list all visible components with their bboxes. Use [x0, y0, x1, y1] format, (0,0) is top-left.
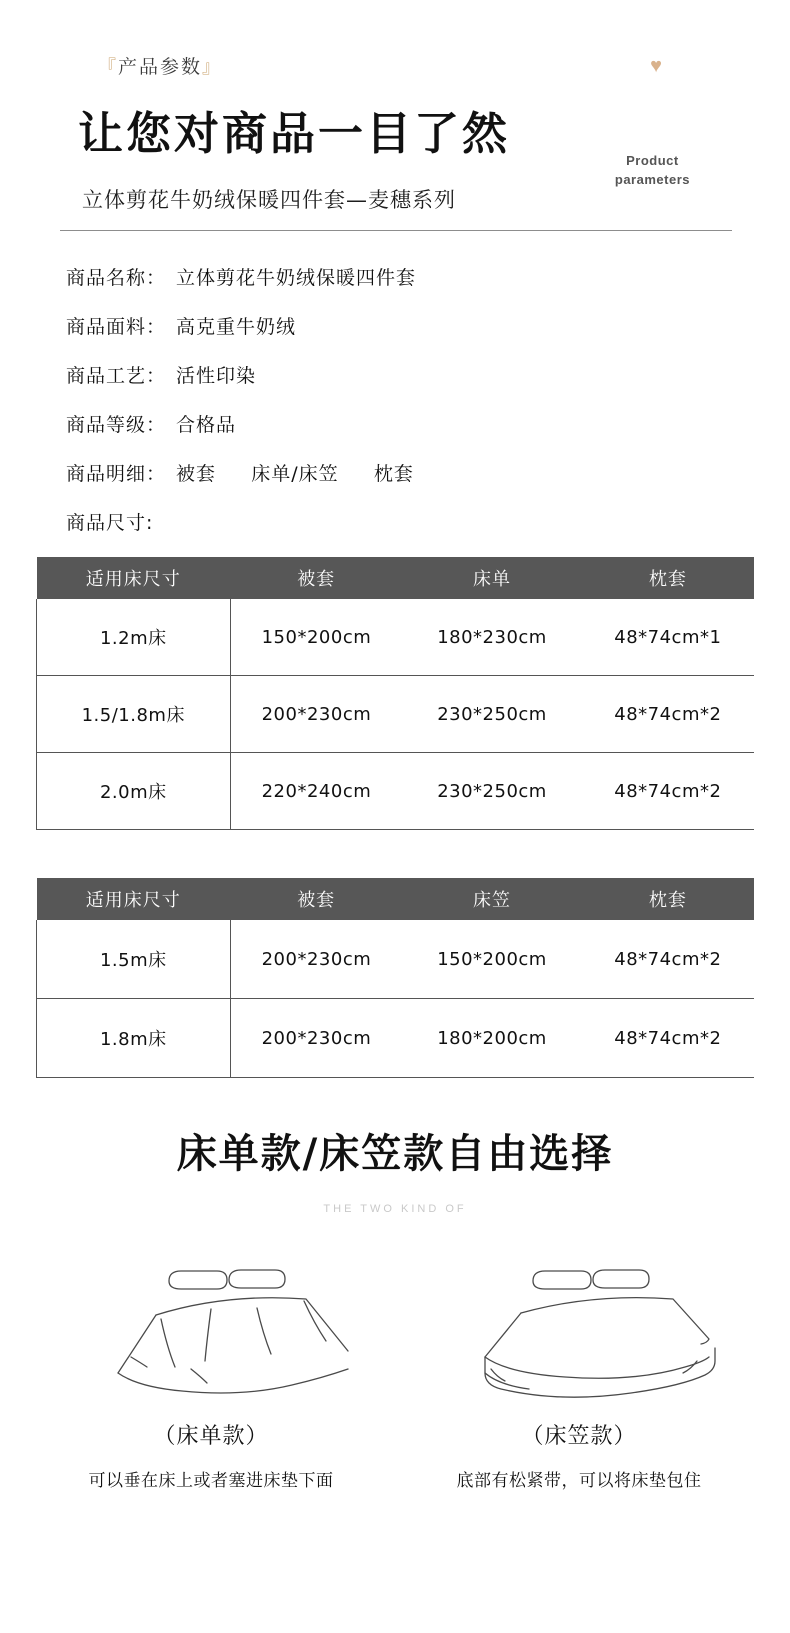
spec-value: 活性印染 — [176, 365, 257, 387]
table-cell: 220*240cm — [230, 753, 402, 830]
english-subtitle-line1: Product — [626, 153, 679, 168]
spec-row — [66, 361, 790, 388]
table-cell: 200*230cm — [230, 999, 402, 1078]
table-cell: 230*250cm — [402, 676, 581, 753]
eyebrow-close-bracket: 』 — [202, 57, 223, 78]
table-row — [37, 676, 755, 753]
spec-row — [66, 508, 790, 535]
table-head — [37, 557, 755, 599]
table-cell: 1.5m床 — [37, 920, 231, 999]
english-subtitle-line2: parameters — [614, 171, 690, 187]
size-table-2-wrapper — [36, 878, 754, 1078]
table-cell: 1.8m床 — [37, 999, 231, 1078]
table-body — [37, 599, 755, 830]
table-cell: 48*74cm*2 — [582, 920, 754, 999]
bed-option-description: 底部有松紧带，可以将床垫包住 — [456, 1471, 702, 1491]
table-header-cell: 被套 — [230, 878, 402, 920]
spec-value: 高克重牛奶绒 — [176, 316, 297, 338]
table-header-cell: 枕套 — [582, 878, 754, 920]
bed-option-caption: （床单款） — [153, 1424, 269, 1449]
bed-illustrations — [0, 1249, 790, 1491]
table-header-cell: 适用床尺寸 — [37, 878, 231, 920]
eyebrow-label — [98, 52, 790, 79]
fitted-sheet-illustration — [429, 1249, 729, 1409]
spec-row — [66, 263, 790, 290]
bed-option-flat-sheet — [41, 1249, 381, 1491]
table-row — [37, 920, 755, 999]
table-cell: 48*74cm*2 — [582, 676, 754, 753]
bed-option-caption: （床笠款） — [521, 1424, 637, 1449]
table-cell: 48*74cm*1 — [582, 599, 754, 676]
spec-label: 商品面料： — [66, 316, 167, 338]
table-head — [37, 878, 755, 920]
table-row — [37, 999, 755, 1078]
size-table-fittedsheet — [36, 878, 754, 1078]
eyebrow-open-bracket: 『 — [98, 57, 118, 78]
table-header-cell: 枕套 — [582, 557, 754, 599]
table-body — [37, 920, 755, 1078]
spec-row — [66, 312, 790, 339]
spec-label: 商品等级： — [66, 414, 167, 436]
spec-row — [66, 410, 790, 437]
spec-label: 商品尺寸: — [66, 512, 154, 534]
page-title: 让您对商品一目了然 — [78, 107, 511, 160]
table-header-cell: 床单 — [402, 557, 581, 599]
bed-option-description: 可以垂在床上或者塞进床垫下面 — [88, 1471, 334, 1491]
table-header-cell: 适用床尺寸 — [37, 557, 231, 599]
spec-value: 合格品 — [176, 414, 237, 436]
flat-sheet-illustration — [61, 1249, 361, 1409]
table-header-row — [37, 557, 755, 599]
spec-row — [66, 459, 790, 486]
table-header-cell: 被套 — [230, 557, 402, 599]
table-header-row — [37, 878, 755, 920]
product-subtitle: 立体剪花牛奶绒保暖四件套—麦穗系列 — [82, 188, 456, 212]
table-cell: 2.0m床 — [37, 753, 231, 830]
bed-option-fitted-sheet — [409, 1249, 749, 1491]
spec-list — [0, 263, 790, 535]
spec-value: 被套 床单/床笠 枕套 — [176, 463, 414, 485]
table-cell: 1.5/1.8m床 — [37, 676, 231, 753]
table-row — [37, 599, 755, 676]
size-table-bedsheet — [36, 557, 754, 830]
size-table-1-wrapper — [36, 557, 754, 830]
eyebrow-text: 产品参数 — [118, 56, 203, 78]
table-cell: 1.2m床 — [37, 599, 231, 676]
table-row — [37, 753, 755, 830]
table-cell: 200*230cm — [230, 920, 402, 999]
section-english-subtitle: THE TWO KIND OF — [323, 1203, 467, 1215]
heart-icon: ♥ — [650, 55, 662, 77]
english-subtitle — [615, 152, 690, 190]
spec-label: 商品工艺： — [66, 365, 167, 387]
table-cell: 48*74cm*2 — [582, 753, 754, 830]
spec-label: 商品明细： — [66, 463, 167, 485]
table-cell: 48*74cm*2 — [582, 999, 754, 1078]
table-cell: 200*230cm — [230, 676, 402, 753]
table-cell: 180*200cm — [402, 999, 581, 1078]
style-choice-section — [0, 1122, 790, 1491]
section-title: 床单款/床笠款自由选择 — [176, 1131, 614, 1177]
spec-label: 商品名称： — [66, 267, 167, 289]
table-cell: 150*200cm — [230, 599, 402, 676]
spec-value: 立体剪花牛奶绒保暖四件套 — [176, 267, 417, 289]
table-cell: 150*200cm — [402, 920, 581, 999]
header-divider — [60, 230, 732, 231]
page-header — [0, 0, 790, 231]
table-cell: 180*230cm — [402, 599, 581, 676]
table-header-cell: 床笠 — [402, 878, 581, 920]
table-cell: 230*250cm — [402, 753, 581, 830]
